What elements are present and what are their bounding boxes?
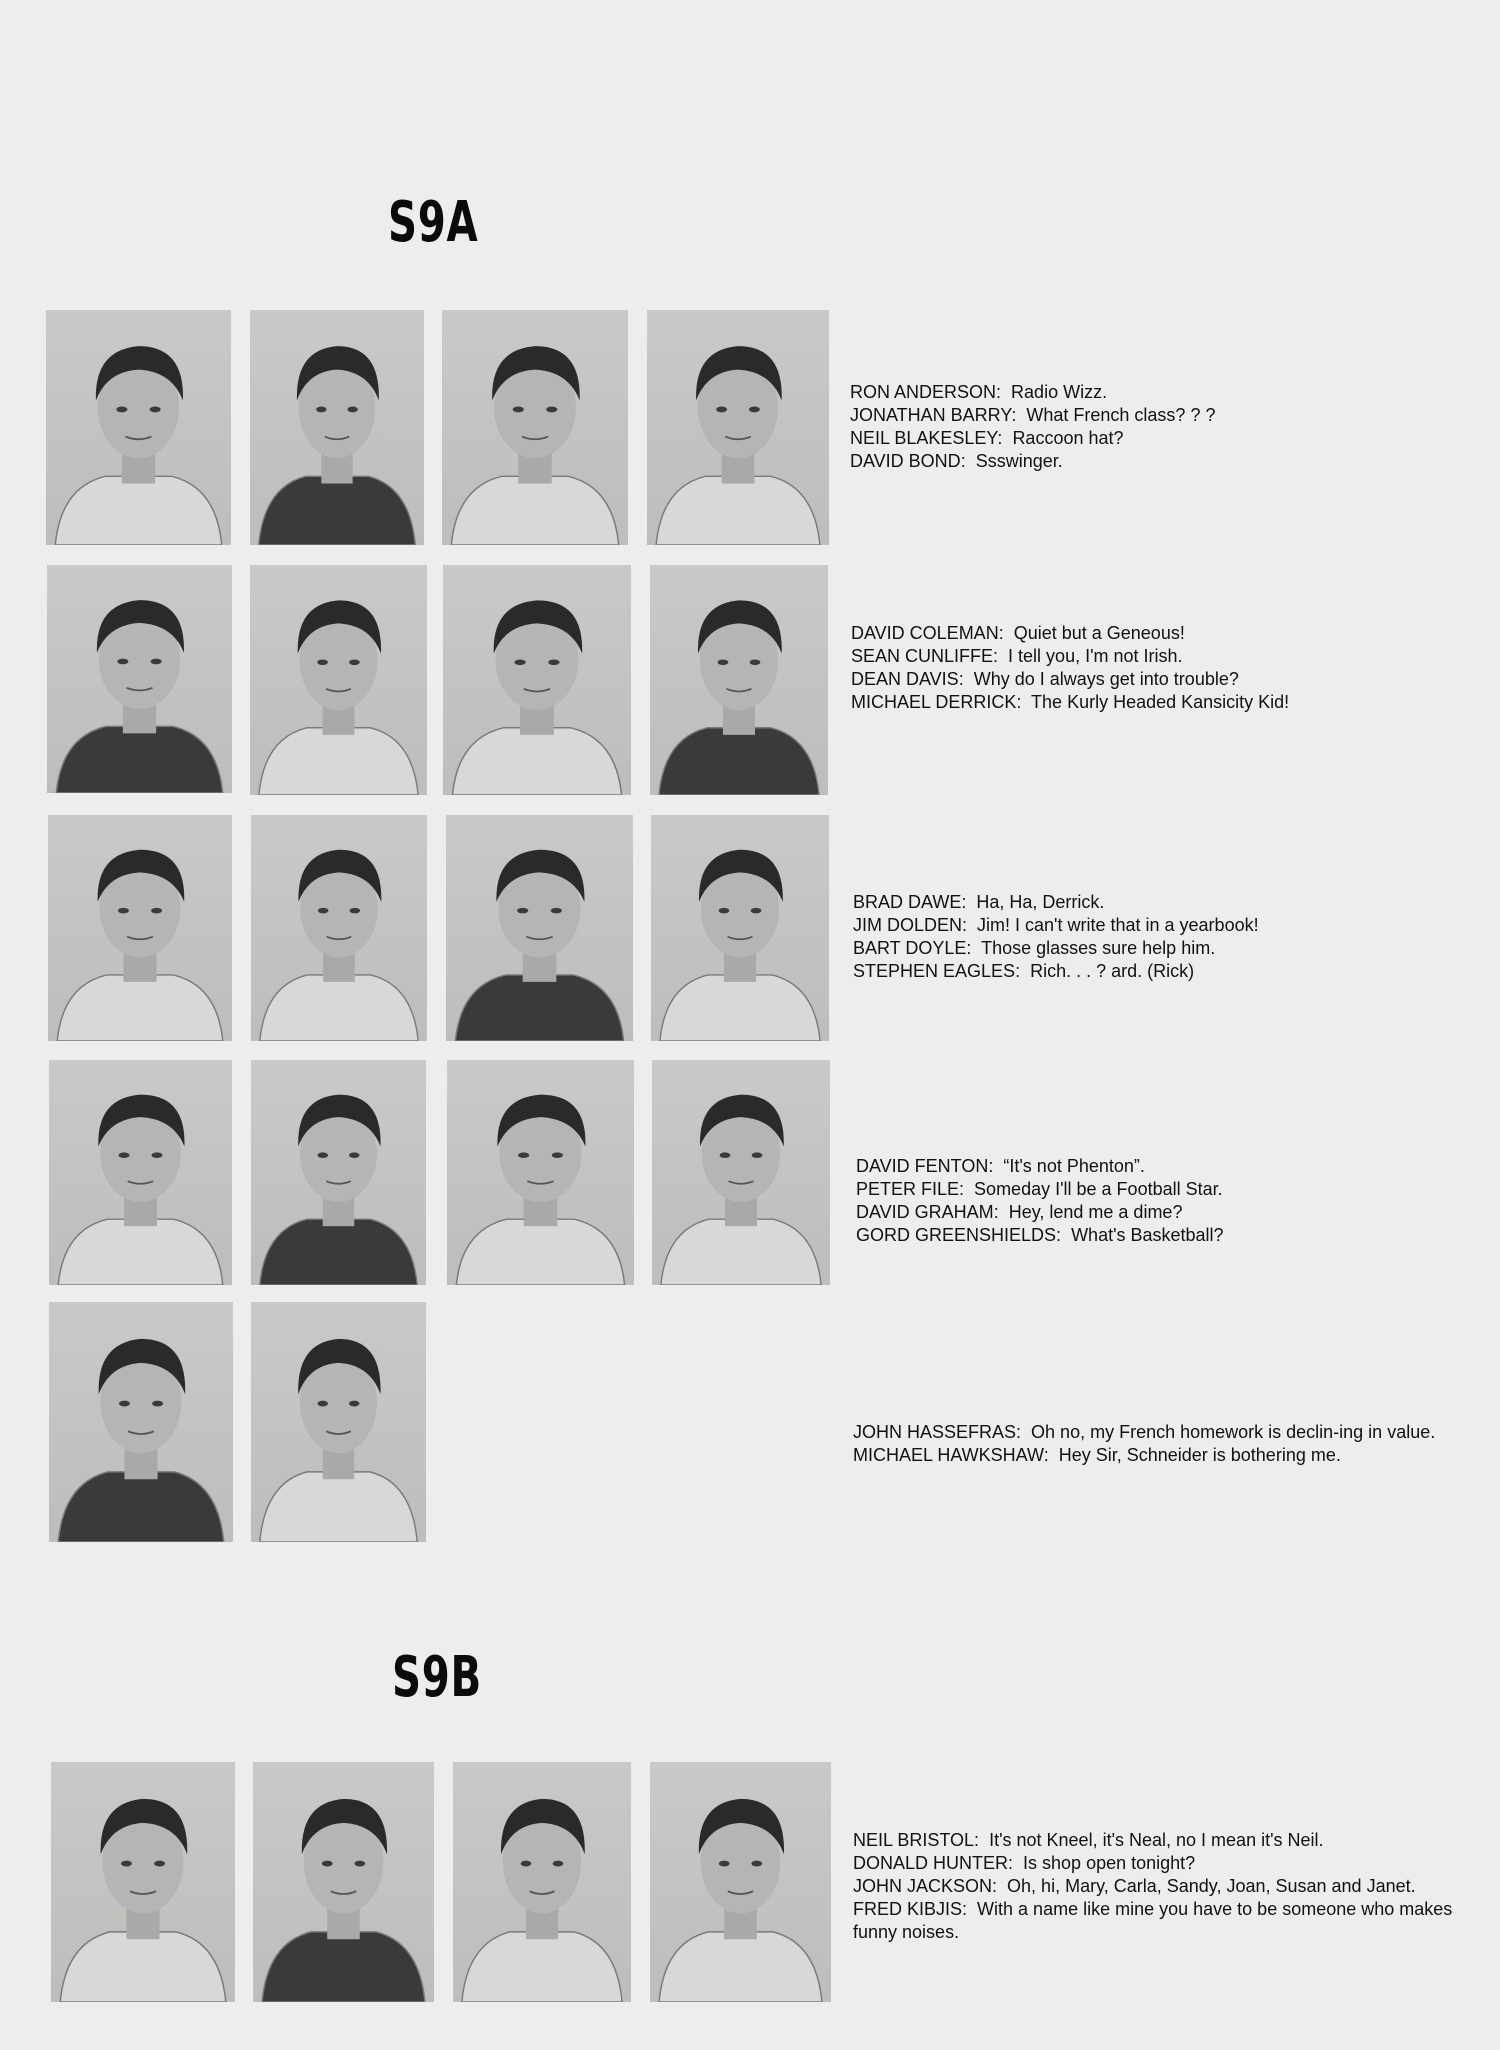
- student-portrait-photo: [251, 1302, 426, 1542]
- student-name: MICHAEL DERRICK: [851, 692, 1017, 712]
- student-quote: Quiet but a Geneous!: [1013, 623, 1185, 643]
- student-name: SEAN CUNLIFFE: [851, 646, 994, 666]
- student-name: DAVID GRAHAM: [856, 1202, 994, 1222]
- student-name: JONATHAN BARRY: [850, 405, 1012, 425]
- section-title-s9b: S9B: [392, 1645, 482, 1710]
- student-name: STEPHEN EAGLES: [853, 961, 1016, 981]
- student-name: BRAD DAWE: [853, 892, 962, 912]
- student-quote: Raccoon hat?: [1012, 428, 1124, 448]
- student-name: DONALD HUNTER: [853, 1853, 1009, 1873]
- student-portrait-photo: [442, 310, 628, 545]
- student-name: RON ANDERSON: [850, 382, 997, 402]
- student-portrait-photo: [453, 1762, 631, 2002]
- student-quote: Those glasses sure help him.: [981, 938, 1216, 958]
- caption-line: JONATHAN BARRY: What French class? ? ?: [850, 405, 1216, 425]
- student-name: PETER FILE: [856, 1179, 960, 1199]
- student-name: NEIL BLAKESLEY: [850, 428, 998, 448]
- student-name: DAVID BOND: [850, 451, 961, 471]
- student-quote: I tell you, I'm not Irish.: [1008, 646, 1183, 666]
- caption-line: RON ANDERSON: Radio Wizz.: [850, 382, 1108, 402]
- student-quote: Jim! I can't write that in a yearbook!: [977, 915, 1259, 935]
- student-name: DEAN DAVIS: [851, 669, 959, 689]
- student-quote: Is shop open tonight?: [1023, 1853, 1196, 1873]
- student-portrait-photo: [250, 310, 424, 545]
- student-name: JOHN JACKSON: [853, 1876, 993, 1896]
- student-name: FRED KIBJIS: [853, 1899, 963, 1919]
- caption-line: JOHN JACKSON: Oh, hi, Mary, Carla, Sandy, Joan, Susan and Janet.: [853, 1876, 1416, 1896]
- student-name: JIM DOLDEN: [853, 915, 963, 935]
- student-portrait-photo: [251, 1060, 426, 1285]
- student-quote: Rich. . . ? ard. (Rick): [1030, 961, 1195, 981]
- section-title-s9a: S9A: [388, 190, 479, 255]
- student-portrait-photo: [647, 310, 829, 545]
- student-quote: The Kurly Headed Kansicity Kid!: [1031, 692, 1290, 712]
- student-portrait-photo: [51, 1762, 235, 2002]
- caption-group-row-1: [850, 381, 1215, 473]
- student-portrait-photo: [47, 565, 232, 793]
- caption-line: PETER FILE: Someday I'll be a Football Star.: [856, 1179, 1223, 1199]
- caption-line: NEIL BRISTOL: It's not Kneel, it's Neal, no I mean it's Neil.: [853, 1830, 1324, 1850]
- student-quote: Why do I always get into trouble?: [973, 669, 1239, 689]
- caption-line: DAVID COLEMAN: Quiet but a Geneous!: [851, 623, 1185, 643]
- caption-line: SEAN CUNLIFFE: I tell you, I'm not Irish.: [851, 646, 1183, 666]
- caption-line: MICHAEL HAWKSHAW: Hey Sir, Schneider is bothering me.: [853, 1445, 1341, 1465]
- student-name: JOHN HASSEFRAS: [853, 1422, 1017, 1442]
- student-portrait-photo: [446, 815, 633, 1041]
- student-quote: It's not Kneel, it's Neal, no I mean it's Neil.: [989, 1830, 1324, 1850]
- caption-line: DAVID FENTON: “It's not Phenton”.: [856, 1156, 1145, 1176]
- student-name: BART DOYLE: [853, 938, 967, 958]
- caption-line: FRED KIBJIS: With a name like mine you have to be someone who makes funny noises.: [853, 1899, 1453, 1942]
- student-portrait-photo: [46, 310, 231, 545]
- student-quote: What's Basketball?: [1071, 1225, 1224, 1245]
- student-name: NEIL BRISTOL: [853, 1830, 975, 1850]
- caption-line: STEPHEN EAGLES: Rich. . . ? ard. (Rick): [853, 961, 1195, 981]
- caption-group-s9b-row-1: [853, 1829, 1463, 1944]
- student-quote: Oh no, my French homework is declin-ing in value.: [1031, 1422, 1436, 1442]
- student-portrait-photo: [650, 565, 828, 795]
- caption-line: NEIL BLAKESLEY: Raccoon hat?: [850, 428, 1124, 448]
- caption-line: BRAD DAWE: Ha, Ha, Derrick.: [853, 892, 1105, 912]
- caption-group-row-4: [856, 1155, 1224, 1247]
- caption-group-row-3: [853, 891, 1259, 983]
- caption-line: BART DOYLE: Those glasses sure help him.: [853, 938, 1216, 958]
- student-portrait-photo: [49, 1060, 232, 1285]
- caption-line: DONALD HUNTER: Is shop open tonight?: [853, 1853, 1196, 1873]
- student-portrait-photo: [48, 815, 232, 1041]
- student-portrait-photo: [652, 1060, 830, 1285]
- student-quote: With a name like mine you have to be someone who makes funny noises.: [853, 1899, 1453, 1942]
- student-quote: Ssswinger.: [975, 451, 1063, 471]
- caption-line: GORD GREENSHIELDS: What's Basketball?: [856, 1225, 1224, 1245]
- student-quote: Hey, lend me a dime?: [1008, 1202, 1183, 1222]
- student-portrait-photo: [651, 815, 829, 1041]
- caption-line: MICHAEL DERRICK: The Kurly Headed Kansicity Kid!: [851, 692, 1290, 712]
- student-quote: Ha, Ha, Derrick.: [976, 892, 1105, 912]
- caption-group-row-2: [851, 622, 1289, 714]
- student-portrait-photo: [443, 565, 631, 795]
- caption-group-row-5: [853, 1421, 1445, 1467]
- student-name: DAVID FENTON: [856, 1156, 989, 1176]
- student-portrait-photo: [253, 1762, 434, 2002]
- caption-line: JIM DOLDEN: Jim! I can't write that in a yearbook!: [853, 915, 1259, 935]
- caption-line: JOHN HASSEFRAS: Oh no, my French homework is declin-ing in value.: [853, 1422, 1436, 1442]
- student-quote: “It's not Phenton”.: [1003, 1156, 1145, 1176]
- student-portrait-photo: [250, 565, 427, 795]
- student-quote: Oh, hi, Mary, Carla, Sandy, Joan, Susan and Janet.: [1007, 1876, 1416, 1896]
- student-quote: Hey Sir, Schneider is bothering me.: [1058, 1445, 1341, 1465]
- student-quote: What French class? ? ?: [1026, 405, 1216, 425]
- student-name: DAVID COLEMAN: [851, 623, 999, 643]
- student-quote: Someday I'll be a Football Star.: [974, 1179, 1223, 1199]
- student-portrait-photo: [650, 1762, 831, 2002]
- caption-line: DAVID GRAHAM: Hey, lend me a dime?: [856, 1202, 1183, 1222]
- student-name: GORD GREENSHIELDS: [856, 1225, 1057, 1245]
- student-portrait-photo: [49, 1302, 233, 1542]
- student-name: MICHAEL HAWKSHAW: [853, 1445, 1044, 1465]
- caption-line: DAVID BOND: Ssswinger.: [850, 451, 1063, 471]
- student-quote: Radio Wizz.: [1011, 382, 1108, 402]
- student-portrait-photo: [447, 1060, 634, 1285]
- student-portrait-photo: [251, 815, 427, 1041]
- caption-line: DEAN DAVIS: Why do I always get into trouble?: [851, 669, 1239, 689]
